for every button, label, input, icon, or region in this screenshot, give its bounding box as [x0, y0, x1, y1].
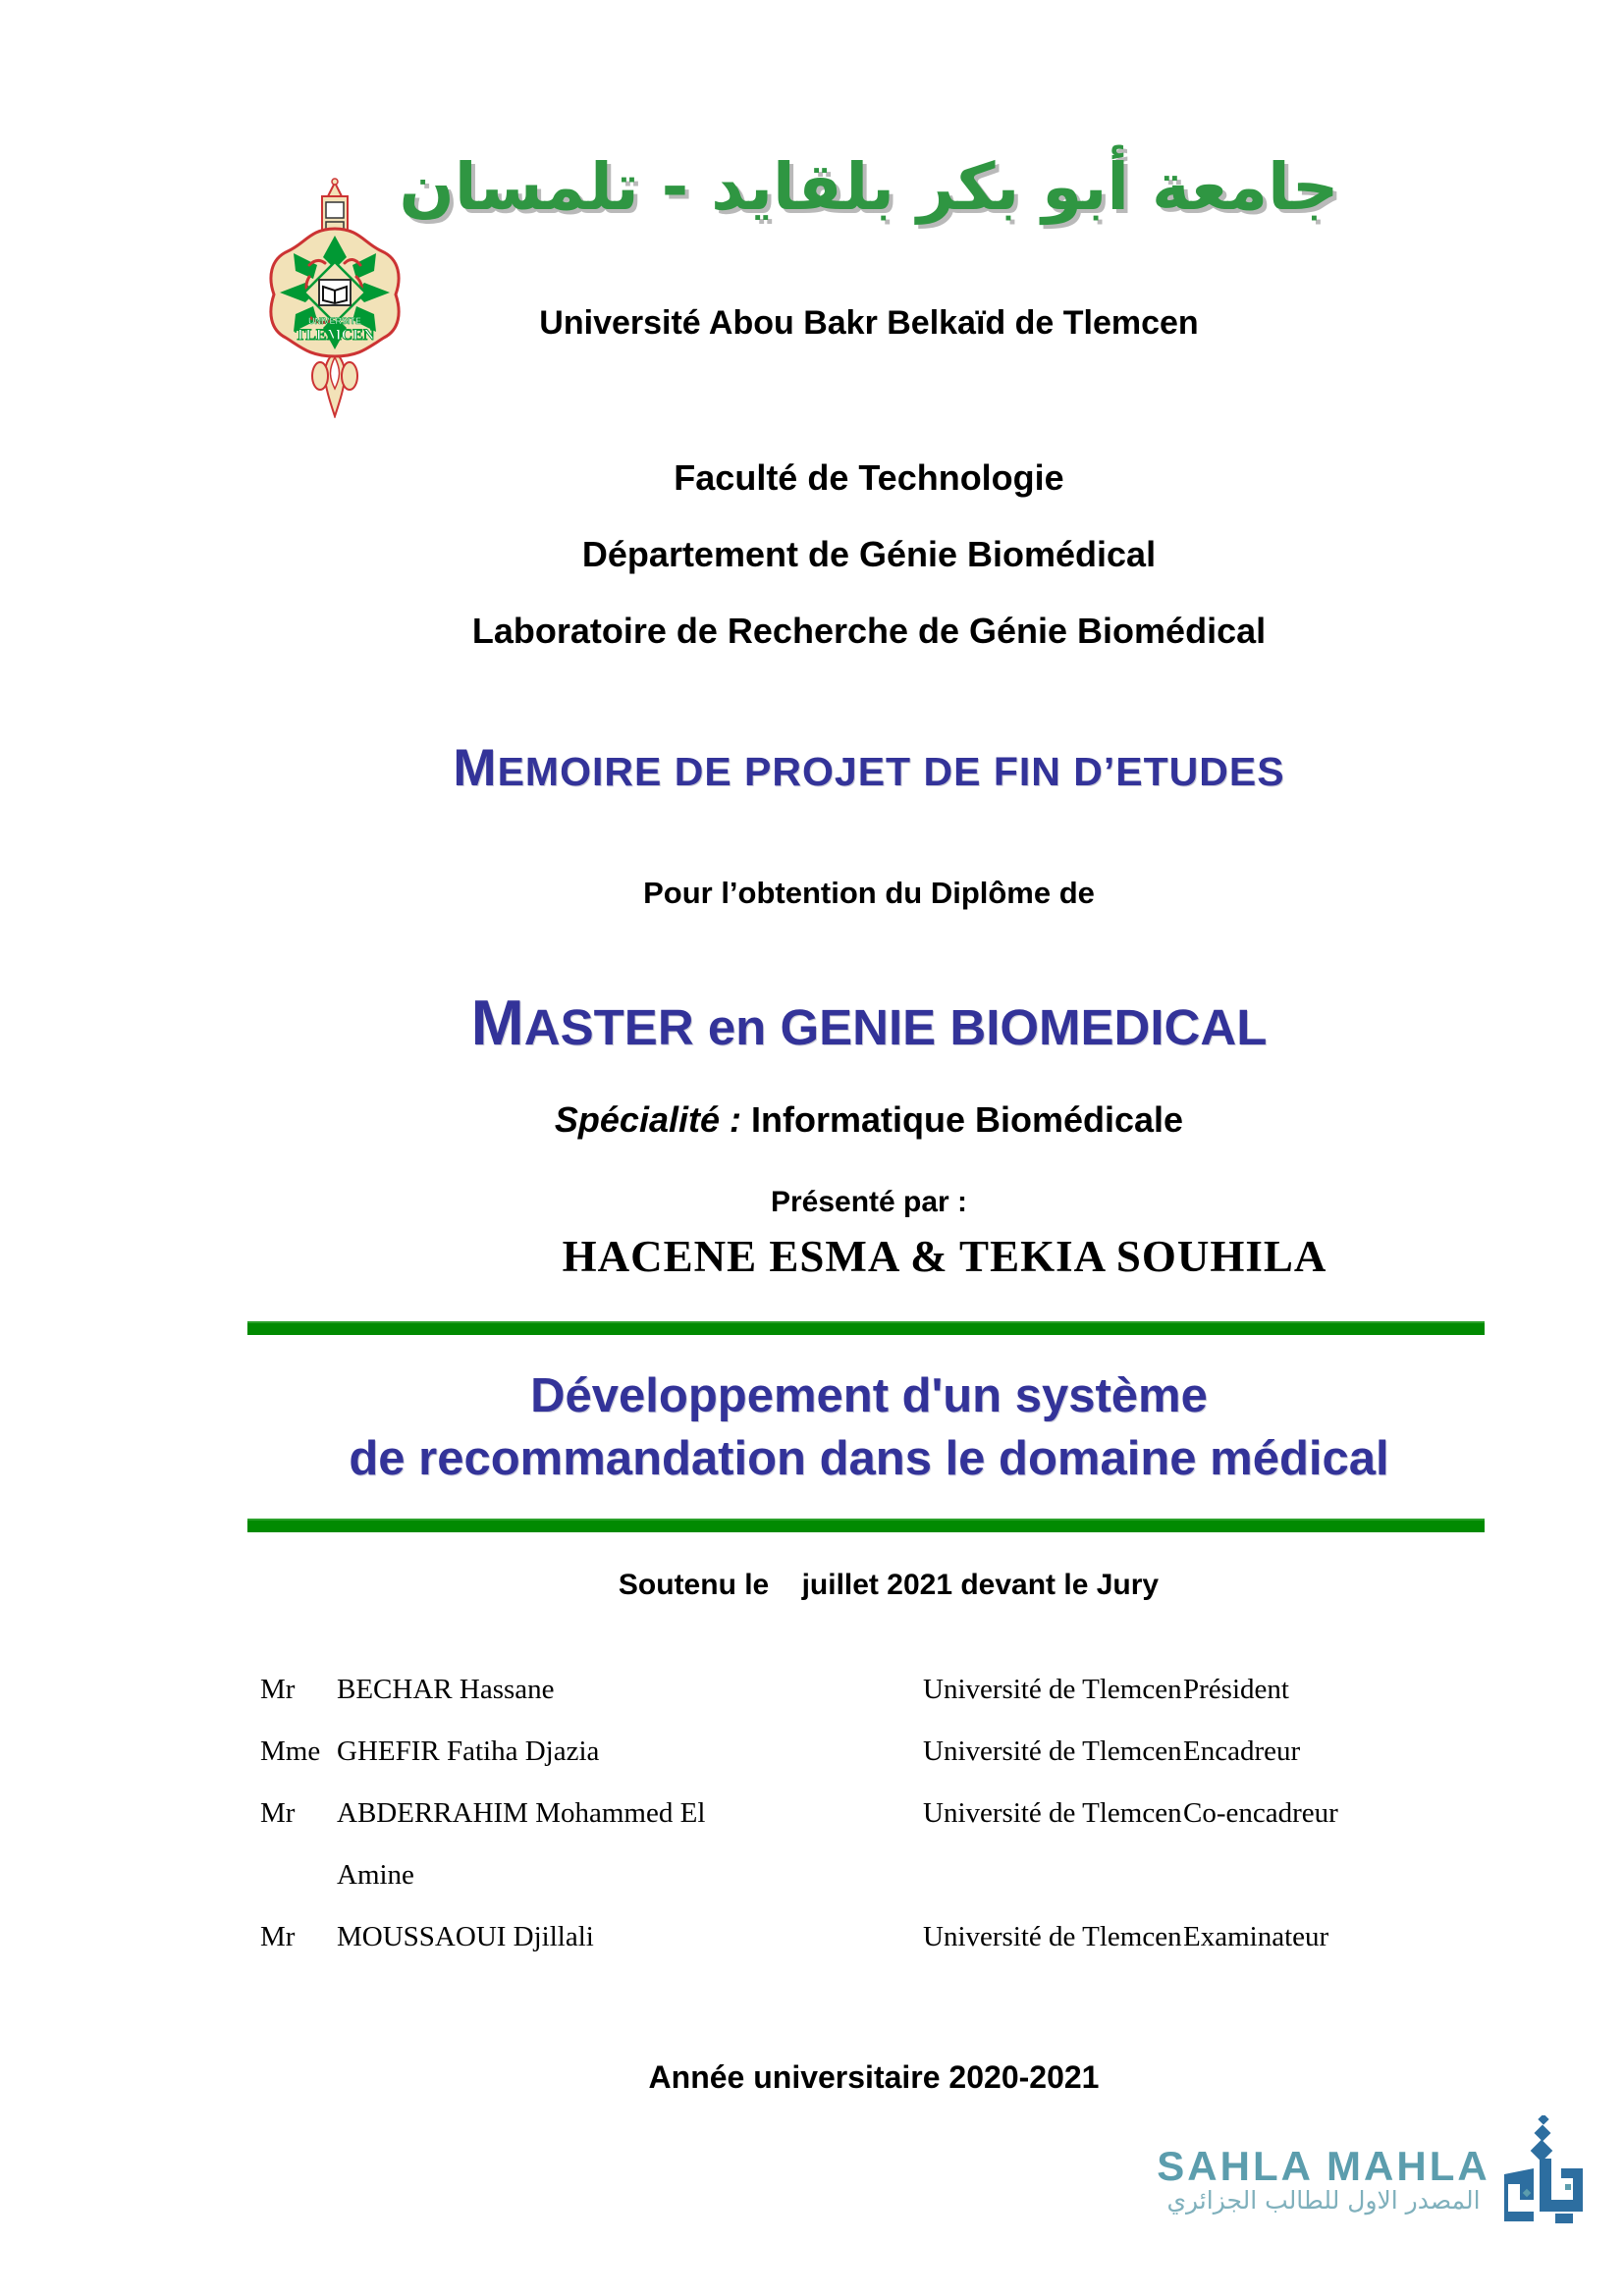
jury-role: Examinateur [1183, 1921, 1329, 1952]
sahla-mahla-watermark [1129, 2115, 1591, 2243]
jury-title: Mr [260, 1921, 296, 1952]
presented-by-label: Présenté par : [770, 1186, 968, 1218]
jury-role: Co-encadreur [1183, 1797, 1338, 1829]
jury-title: Mr [260, 1797, 296, 1829]
brand-name: SAHLA MAHLA [1157, 2143, 1490, 2189]
green-divider-top [247, 1321, 1485, 1335]
thesis-title-line2: de recommandation dans le domaine médical [349, 1432, 1389, 1485]
faculty-line: Faculté de Technologie [674, 457, 1064, 498]
academic-year: Année universitaire 2020-2021 [648, 2059, 1100, 2095]
jury-affiliation: Université de Tlemcen [923, 1735, 1182, 1767]
jury-name [337, 1783, 923, 1906]
jury-name-text: MOUSSAOUI Djillali [337, 1921, 594, 1952]
jury-affiliation: Université de Tlemcen [923, 1921, 1182, 1952]
defense-date-line: Soutenu le juillet 2021 devant le Jury [618, 1569, 1160, 1601]
jury-row [260, 1906, 1517, 1968]
jury-affiliation: Université de Tlemcen [923, 1674, 1182, 1705]
jury-name [337, 1659, 923, 1721]
logo-universite-label: UNIVERSITE [307, 316, 362, 326]
degree-heading: MASTER en GENIE BIOMEDICAL [470, 987, 1268, 1058]
jury-role: Président [1183, 1674, 1289, 1705]
jury-row [260, 1659, 1517, 1721]
jury-name [337, 1906, 923, 1968]
jury-row [260, 1783, 1517, 1906]
thesis-title-line1: Développement d'un système [530, 1369, 1208, 1422]
specialty-label: Spécialité : [554, 1099, 751, 1140]
specialty-line [245, 1099, 1492, 1141]
thesis-title [245, 1364, 1492, 1490]
jury-name [337, 1721, 923, 1783]
jury-title: Mme [260, 1735, 321, 1767]
green-divider-bottom [247, 1519, 1485, 1532]
jury-name-text: GHEFIR Fatiha Djazia [337, 1735, 600, 1767]
arabic-university-title: جامعة أبو بكر بلقايد - تلمسان [399, 149, 1339, 225]
jury-affiliation: Université de Tlemcen [923, 1797, 1182, 1829]
jury-name-text: ABDERRAHIM Mohammed El Amine [337, 1797, 706, 1891]
jury-name-text: BECHAR Hassane [337, 1674, 555, 1705]
diploma-intro: Pour l’obtention du Diplôme de [643, 876, 1095, 910]
jury-title: Mr [260, 1674, 296, 1705]
laboratory-line: Laboratoire de Recherche de Génie Biomédical [471, 611, 1267, 651]
jury-role: Encadreur [1183, 1735, 1301, 1767]
jury-row [260, 1721, 1517, 1783]
specialty-value: Informatique Biomédicale [750, 1099, 1184, 1140]
department-line: Département de Génie Biomédical [581, 534, 1157, 574]
brand-tagline-arabic: المصدر الاول للطالب الجزائري [1166, 2186, 1481, 2215]
brand-calligraphy-icon [1504, 2115, 1585, 2236]
memoire-heading: MEMOIRE DE PROJET DE FIN D’ETUDES [453, 739, 1285, 797]
logo-tlemcen-label: TLEMCEN [295, 327, 375, 344]
university-name: Université Abou Bakr Belkaïd de Tlemcen [539, 304, 1199, 342]
jury-table [260, 1659, 1517, 1968]
author-names: HACENE ESMA & TEKIA SOUHILA [562, 1232, 1327, 1281]
